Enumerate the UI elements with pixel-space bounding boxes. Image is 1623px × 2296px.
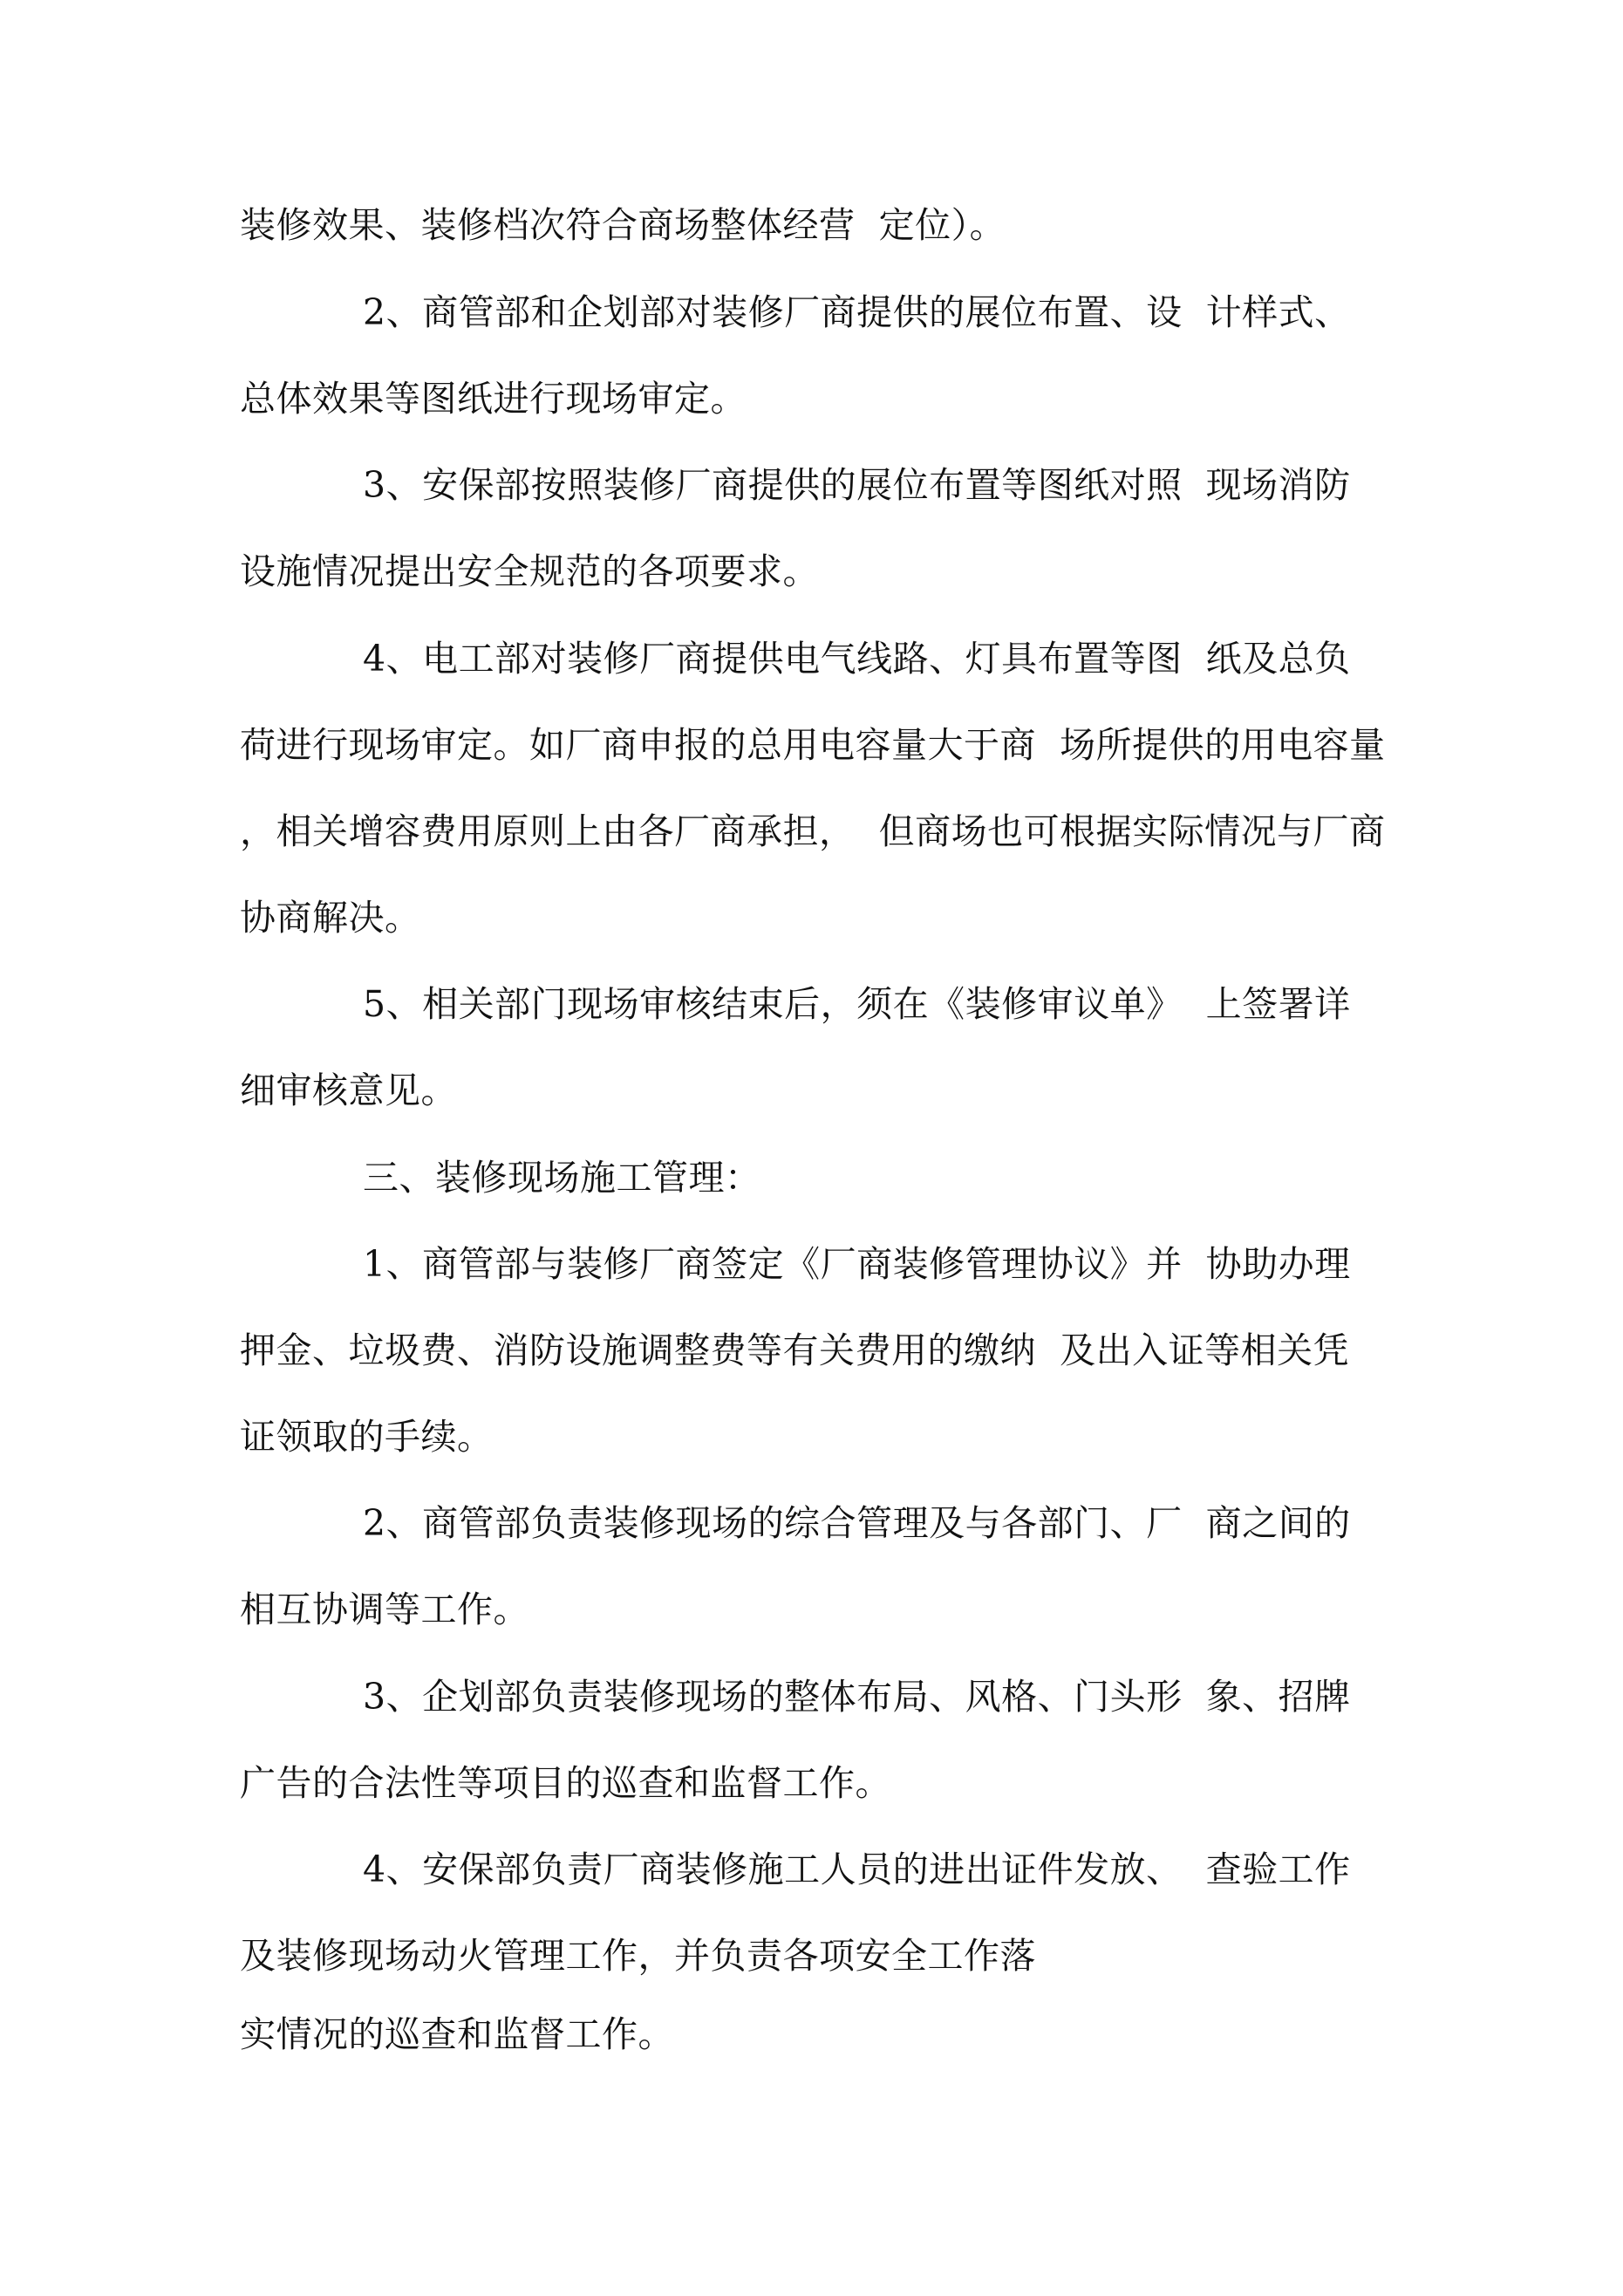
text-line: 押金、垃圾费、消防设施调整费等有关费用的缴纳 及出入证等相关凭 bbox=[240, 1329, 1350, 1371]
text-line: 及装修现场动火管理工作，并负责各项安全工作落 bbox=[240, 1935, 1036, 1977]
text-line: 2、商管部和企划部对装修厂商提供的展位布置、设 计样式、 bbox=[363, 291, 1351, 333]
text-line: 总体效果等图纸进行现场审定。 bbox=[240, 378, 747, 420]
text-line: 设施情况提出安全规范的各项要求。 bbox=[240, 550, 819, 592]
text-line: 广告的合法性等项目的巡查和监督工作。 bbox=[240, 1762, 891, 1804]
text-line: 3、企划部负责装修现场的整体布局、风格、门头形 象、招牌 bbox=[363, 1676, 1351, 1718]
text-line: 4、电工部对装修厂商提供电气线路、灯具布置等图 纸及总负 bbox=[363, 638, 1351, 680]
text-line: 协商解决。 bbox=[240, 897, 421, 939]
text-line: 实情况的巡查和监督工作。 bbox=[240, 2013, 674, 2055]
text-line: 2、商管部负责装修现场的综合管理及与各部门、厂 商之间的 bbox=[363, 1502, 1351, 1544]
text-line: 细审核意见。 bbox=[240, 1069, 457, 1111]
section-heading: 三、装修现场施工管理： bbox=[363, 1157, 761, 1199]
text-line: 荷进行现场审定。如厂商申报的总用电容量大于商 场所提供的用电容量 bbox=[240, 724, 1386, 766]
text-line: 装修效果、装修档次符合商场整体经营 定位）。 bbox=[240, 204, 1006, 246]
text-line: 证领取的手续。 bbox=[240, 1416, 494, 1458]
text-line: 相互协调等工作。 bbox=[240, 1589, 529, 1630]
text-line: ，相关增容费用原则上由各厂商承担， 但商场也可根据实际情况与厂商 bbox=[240, 810, 1386, 852]
text-line: 5、相关部门现场审核结束后，须在《装修审议单》 上签署详 bbox=[363, 983, 1351, 1025]
text-line: 4、安保部负责厂商装修施工人员的进出证件发放、 查验工作 bbox=[363, 1848, 1351, 1890]
text-line: 3、安保部按照装修厂商提供的展位布置等图纸对照 现场消防 bbox=[363, 464, 1351, 506]
text-line: 1、商管部与装修厂商签定《厂商装修管理协议》并 协助办理 bbox=[363, 1243, 1351, 1285]
